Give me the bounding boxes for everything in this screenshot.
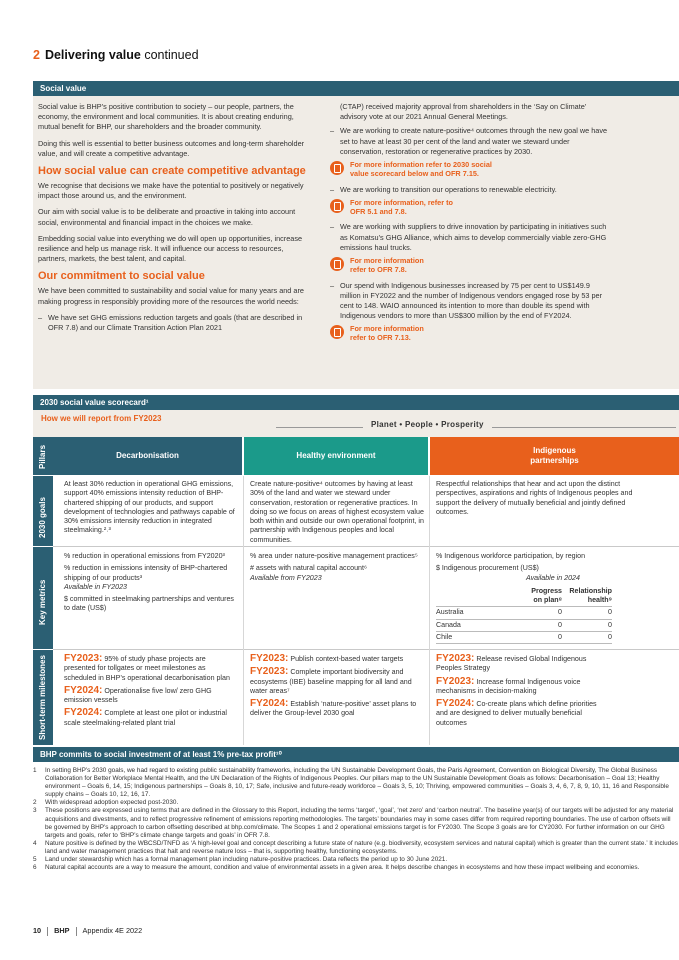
goal-indigenous-partnerships: Respectful relationships that hear and act upon the distinct perspectives, aspirations and rights of Indigenous peoples and support the delivery of mutually beneficial and jointly defined outcomes. <box>436 480 633 516</box>
paragraph: (CTAP) received majority approval from shareholders in the ‘Say on Climate’ advisory vote at our 2021 Annual General Meetings. <box>340 102 587 122</box>
metric: # assets with natural capital account⁶ <box>250 564 367 573</box>
table-row: Australia 0 0 <box>436 607 612 619</box>
paragraph: We recognise that decisions we make have the potential to positively or negatively impact those around us, and the environment. <box>38 181 304 201</box>
more-info-callout[interactable]: For more information refer to OFR 7.8. <box>330 257 610 275</box>
social-value-column-left <box>38 102 308 337</box>
milestone: FY2024: Establish ‘nature-positive’ asset plans to deliver the Group-level 2030 goal <box>250 698 417 718</box>
section-header <box>33 48 199 62</box>
document-title: Appendix 4E 2022 <box>82 926 143 935</box>
goals-label: 2030 goals <box>38 497 47 538</box>
milestones-label-box <box>33 650 53 745</box>
table-row: Chile 0 0 <box>436 632 612 644</box>
footnotes <box>33 767 679 872</box>
scorecard-subheader <box>33 410 679 437</box>
metrics-healthy-environment <box>250 552 426 586</box>
table-row: Canada 0 0 <box>436 619 612 631</box>
heading-commitment: Our commitment to social value <box>38 270 205 283</box>
metrics-decarbonisation <box>64 552 239 617</box>
metric: % reduction in operational emissions from FY2020³ <box>64 552 225 560</box>
pillars-label: Pillars <box>38 444 47 469</box>
bullet-item: – Our spend with Indigenous businesses increased by 75 per cent to US$149.9 million in FY2022 and the number of Indigenous vendors engaged rose by 53 per cent to 148. WAIO announced its intention to more than double its spend with Indigenous vendors to more than US$300 million by the end of FY2024. <box>330 280 603 321</box>
paragraph: Social value is BHP’s positive contribution to society – our people, partners, the economy, the environment and local communities. It is about creating enduring, mutual benefit for BHP, our shareholders and the broader community. <box>38 102 294 132</box>
column-header: Progress on plan⁸ <box>522 586 562 607</box>
metric: $ committed in steelmaking partnerships and ventures to date (US$) <box>64 595 234 613</box>
social-value-column-right <box>330 102 610 349</box>
milestone: FY2024: Operationalise five low/ zero GHG emission vessels <box>64 684 212 705</box>
column-header-healthy-environment: Healthy environment <box>244 437 428 475</box>
bullet-item: – We are working with suppliers to drive innovation by participating in initiatives such as Komatsu’s GHG Alliance, which aims to develop commercially viable zero-GHG emissions haul trucks. <box>330 222 607 252</box>
metric-availability: Available in 2024 <box>526 573 580 582</box>
footnote: 1 In setting BHP’s 2030 goals, we had regard to existing public sustainability frameworks, including the UN Sustainable Development Goals, the Paris Agreement, Convention on Biological Diversity, The Global Business Collaboration for Better Workplace Mental Health, and the UN Declaration of the Rights of Indigenous Peoples. Our pillars map to the UN Sustainable Development Goals as follows: Decarbonisation – Goal 13; Healthy environment – Goals 6, 14, 15; Indigenous partnerships – Goals 8, 10, 17; Safe, inclusive and future-ready workforce – Goals 3, 5, 10; Thriving, empowered communities – Goals 3, 4, 6, 7, 8, 9, 10, 11, 16 and Responsible supply chains – Goals 10, 12, 16, 17. <box>33 767 669 799</box>
more-info-callout[interactable]: For more information refer to OFR 7.13. <box>330 325 610 343</box>
paragraph: Doing this well is essential to better business outcomes and long-term shareholder value, and will create a competitive advantage. <box>38 138 305 158</box>
indigenous-region-table <box>436 586 612 644</box>
more-info-callout[interactable]: For more information refer to 2030 social value scorecard below and OFR 7.15. <box>330 161 610 179</box>
social-value-bar: Social value <box>33 81 679 96</box>
paragraph: Embedding social value into everything we do will open up opportunities, increase resilience and help us manage risk. It will influence our access to resources, partners, markets, the best talent, and capital. <box>38 233 303 264</box>
goal-healthy-environment: Create nature-positive⁴ outcomes by having at least 30% of the land and water we steward under conservation, restoration or regenerative practices. In doing so we focus on areas of highest ecosystem value both within and outside our own operational footprint, in partnership with Indigenous peoples and local communities. <box>250 480 424 544</box>
divider <box>429 476 430 745</box>
goals-label-box <box>33 476 53 546</box>
metrics-indigenous-partnerships <box>436 552 612 644</box>
pillars-label-box <box>33 437 53 475</box>
social-investment-bar: BHP commits to social investment of at least 1% pre-tax profit¹⁰ <box>33 747 679 762</box>
metric: % area under nature-positive management practices⁵ <box>250 552 418 560</box>
document-icon <box>330 257 344 271</box>
milestones-label: Short-term milestones <box>38 655 47 740</box>
heading-competitive-advantage: How social value can create competitive advantage <box>38 165 306 178</box>
milestone: FY2023: Increase formal Indigenous voice mechanisms in decision-making <box>436 675 581 695</box>
section-continued: continued <box>144 48 199 62</box>
planet-people-prosperity: Planet • People • Prosperity <box>363 420 492 429</box>
footnote: 3 These positions are expressed using terms that are defined in the Glossary to this Report, including the terms ‘target’, ‘goal’, ‘net zero’ and ‘carbon neutral’. The baseline year(s) of our targets will be adjusted for any material acquisitions and divestments, and to reflect progressive refinement of emissions reporting methodologies. The targets’ boundaries may in some cases differ from required reporting boundaries. The use of carbon offsets will be governed by BHP’s approach to carbon offsetting described at bhp.com/climate. The Scopes 1 and 2 operational emissions target is for FY2030. The Scope 3 goals are for CY2030. For further information on our GHG targets and goals, refer to ‘BHP’s climate change targets and goals’ in OFR 7.8. <box>33 807 674 839</box>
metric: $ Indigenous procurement (US$) <box>436 564 539 573</box>
milestone: FY2023: 95% of study phase projects are presented for tollgates or meet milestones as scheduled in BHP’s operational decarbonisation plan <box>64 653 230 682</box>
footnote: 6 Natural capital accounts are a way to measure the amount, condition and value of environmental assets in a given area. It helps describe changes in ecosystems and how these impact wellbeing and economies. <box>33 864 640 872</box>
scorecard-bar: 2030 social value scorecard¹ <box>33 395 679 410</box>
milestone: FY2023: Release revised Global Indigenous Peoples Strategy <box>436 653 587 673</box>
milestone: FY2023: Publish context-based water targets <box>250 653 404 664</box>
footnote: 4 Nature positive is defined by the WBCSD/TNFD as ‘A high-level goal and concept describing a future state of nature (e.g. biodiversity, ecosystem services and natural capital) which is greater than the current state.’ It includes land and water management practices that halt and reverse nature loss – that is, supporting healthy, functioning ecosystems. <box>33 839 678 855</box>
divider <box>53 649 679 650</box>
more-info-callout[interactable]: For more information, refer to OFR 5.1 and 7.8. <box>330 199 610 217</box>
goal-decarbonisation: At least 30% reduction in operational GHG emissions, support 40% emissions intensity reduction of BHP-chartered shipping of our products, and support development of technologies and pathways capable of 30% emissions intensity reduction in integrated steelmaking.²˒³ <box>64 480 235 535</box>
document-icon <box>330 199 344 213</box>
section-number: 2 <box>33 48 40 62</box>
metric-availability: Available from FY2023 <box>250 573 322 582</box>
column-header-decarbonisation: Decarbonisation <box>53 437 242 475</box>
scorecard-subtitle: How we will report from FY2023 <box>41 414 162 423</box>
bullet-item: – We are working to create nature-positive⁴ outcomes through the new goal we have set to have at least 30 per cent of the land and water we steward under conservation, restoration or regenerative practices by 2030. <box>330 126 608 156</box>
milestone: FY2024: Co-create plans which define priorities and are designed to deliver mutually beneficial outcomes <box>436 698 597 727</box>
paragraph: Our aim with social value is to be deliberate and proactive in taking into account social, environmental and financial impact in the choices we make. <box>38 207 296 227</box>
page-footer <box>33 926 142 936</box>
milestones-decarbonisation <box>64 654 234 731</box>
metric-availability: Available in FY2023 <box>64 582 127 591</box>
footnote: 2 With widespread adoption expected post-2030. <box>33 799 179 807</box>
bullet-item: – We have set GHG emissions reduction targets and goals (that are described in OFR 7.8) and our Climate Transition Action Plan 2021 <box>38 312 303 333</box>
milestone: FY2024: Complete at least one pilot or industrial scale steelmaking-related plant trial <box>64 707 227 727</box>
column-header: Relationship health⁹ <box>562 586 612 607</box>
divider <box>243 476 244 745</box>
paragraph: We have been committed to sustainability and social value for many years and are making progress in responsibly providing more of the resources the world needs: <box>38 286 304 306</box>
document-icon <box>330 325 344 339</box>
bullet-item: – We are working to transition our operations to renewable electricity. <box>330 184 557 194</box>
brand-name: BHP <box>54 926 70 935</box>
document-icon <box>330 161 344 175</box>
metric: % reduction in emissions intensity of BHP-chartered shipping of our products³ <box>64 564 228 582</box>
milestone: FY2023: Complete important biodiversity and ecosystems (IBE) baseline mapping for all land and water areas⁷ <box>250 666 412 695</box>
footnote: 5 Land under stewardship which has a formal management plan including nature-positive practices. Data reflects the period up to 30 June 2021. <box>33 856 448 864</box>
section-title: Delivering value <box>44 48 141 62</box>
metrics-label-box <box>33 547 53 649</box>
page-number: 10 <box>33 926 42 935</box>
milestones-healthy-environment <box>250 654 426 722</box>
metric: % Indigenous workforce participation, by region <box>436 552 586 560</box>
column-header-indigenous-partnerships: Indigenous partnerships <box>430 437 679 475</box>
metrics-label: Key metrics <box>38 579 47 625</box>
divider <box>53 546 679 547</box>
milestones-indigenous-partnerships <box>436 654 606 731</box>
